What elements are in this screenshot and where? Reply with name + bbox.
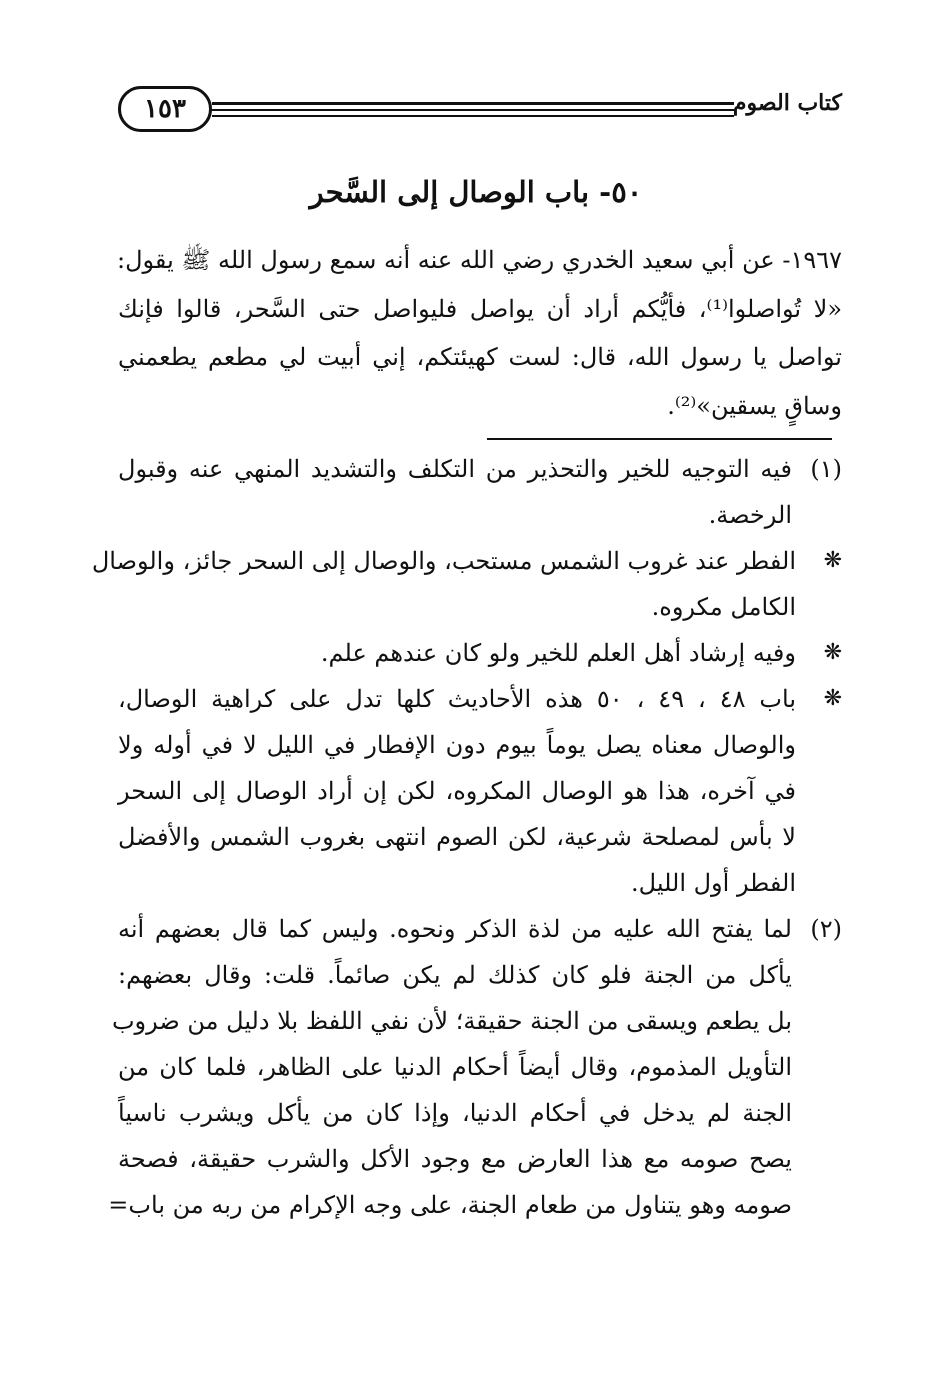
- header-rule: [212, 115, 734, 117]
- text-line: لا بأس لمصلحة شرعية، لكن الصوم انتهى بغروب الشمس والأفضل: [118, 823, 796, 851]
- text-line: صومه وهو يتناول من طعام الجنة، على وجه الإكرام من ربه من باب=: [108, 1191, 792, 1219]
- text-line: والوصال معناه يصل يوماً بيوم دون الإفطار في الليل لا في أوله ولا: [118, 731, 796, 759]
- text-line: يصح صومه مع هذا العارض مع وجود الأكل والشرب حقيقة، فصحة: [118, 1145, 792, 1173]
- page-header: [118, 86, 842, 136]
- text-line: باب ٤٨ ، ٤٩ ، ٥٠ هذه الأحاديث كلها تدل على كراهية الوصال،: [118, 685, 797, 713]
- header-rule: [212, 109, 734, 111]
- text-line: ١٩٦٧- عن أبي سعيد الخدري رضي الله عنه أنه سمع رسول الله ﷺ يقول:: [117, 246, 842, 274]
- header-rule: [212, 102, 734, 105]
- text-line: فيه التوجيه للخير والتحذير من التكلف والتشديد المنهي عنه وقبول: [118, 455, 792, 483]
- text-line: الكامل مكروه.: [651, 593, 796, 621]
- text-line: التأويل المذموم، وقال أيضاً أحكام الدنيا على الظاهر، فلما كان من: [118, 1053, 792, 1081]
- footnote-marker: (٢): [810, 915, 842, 943]
- page-number: ١٥٣: [118, 86, 212, 132]
- footnote-separator: [487, 438, 832, 440]
- text-line: الفطر أول الليل.: [631, 869, 796, 897]
- text-line: «لا تُواصلوا⁽¹⁾، فأيُّكم أراد أن يواصل فليواصل حتى السَّحر، قالوا فإنك: [118, 294, 842, 323]
- footnote-point: [118, 630, 842, 676]
- text-line: يأكل من الجنة فلو كان كذلك لم يكن صائماً. قلت: وقال بعضهم:: [118, 961, 792, 989]
- book-title: كتاب الصوم: [732, 90, 842, 116]
- asterisk-icon: ❋: [823, 548, 842, 573]
- text-line: الفطر عند غروب الشمس مستحب، والوصال إلى السحر جائز، والوصال: [91, 547, 796, 575]
- asterisk-icon: ❋: [823, 640, 842, 665]
- footnote: [108, 906, 842, 1228]
- footnote: [118, 446, 842, 538]
- asterisk-icon: ❋: [823, 686, 842, 711]
- footnote-point: [118, 676, 842, 906]
- text-line: وساقٍ يسقين»⁽²⁾.: [667, 391, 842, 420]
- chapter-heading: ٥٠- باب الوصال إلى السَّحر: [309, 175, 643, 209]
- text-line: وفيه إرشاد أهل العلم للخير ولو كان عندهم علم.: [320, 639, 796, 667]
- text-line: في آخره، هذا هو الوصال المكروه، لكن إن أراد الوصال إلى السحر: [118, 777, 796, 805]
- footnote-marker: (١): [810, 455, 842, 483]
- footnotes: [91, 446, 842, 1228]
- text-line: لما يفتح الله عليه من لذة الذكر ونحوه. وليس كما قال بعضهم أنه: [118, 915, 792, 943]
- hadith-text: [118, 236, 842, 430]
- text-line: الرخصة.: [708, 501, 792, 529]
- text-line: تواصل يا رسول الله، قال: لست كهيئتكم، إني أبيت لي مطعم يطعمني: [118, 343, 842, 372]
- footnote-point: [91, 538, 842, 630]
- text-line: بل يطعم ويسقى من الجنة حقيقة؛ لأن نفي اللفظ بلا دليل من ضروب: [111, 1007, 792, 1035]
- text-line: الجنة لم يدخل في أحكام الدنيا، وإذا كان من يأكل ويشرب ناسياً: [118, 1099, 792, 1127]
